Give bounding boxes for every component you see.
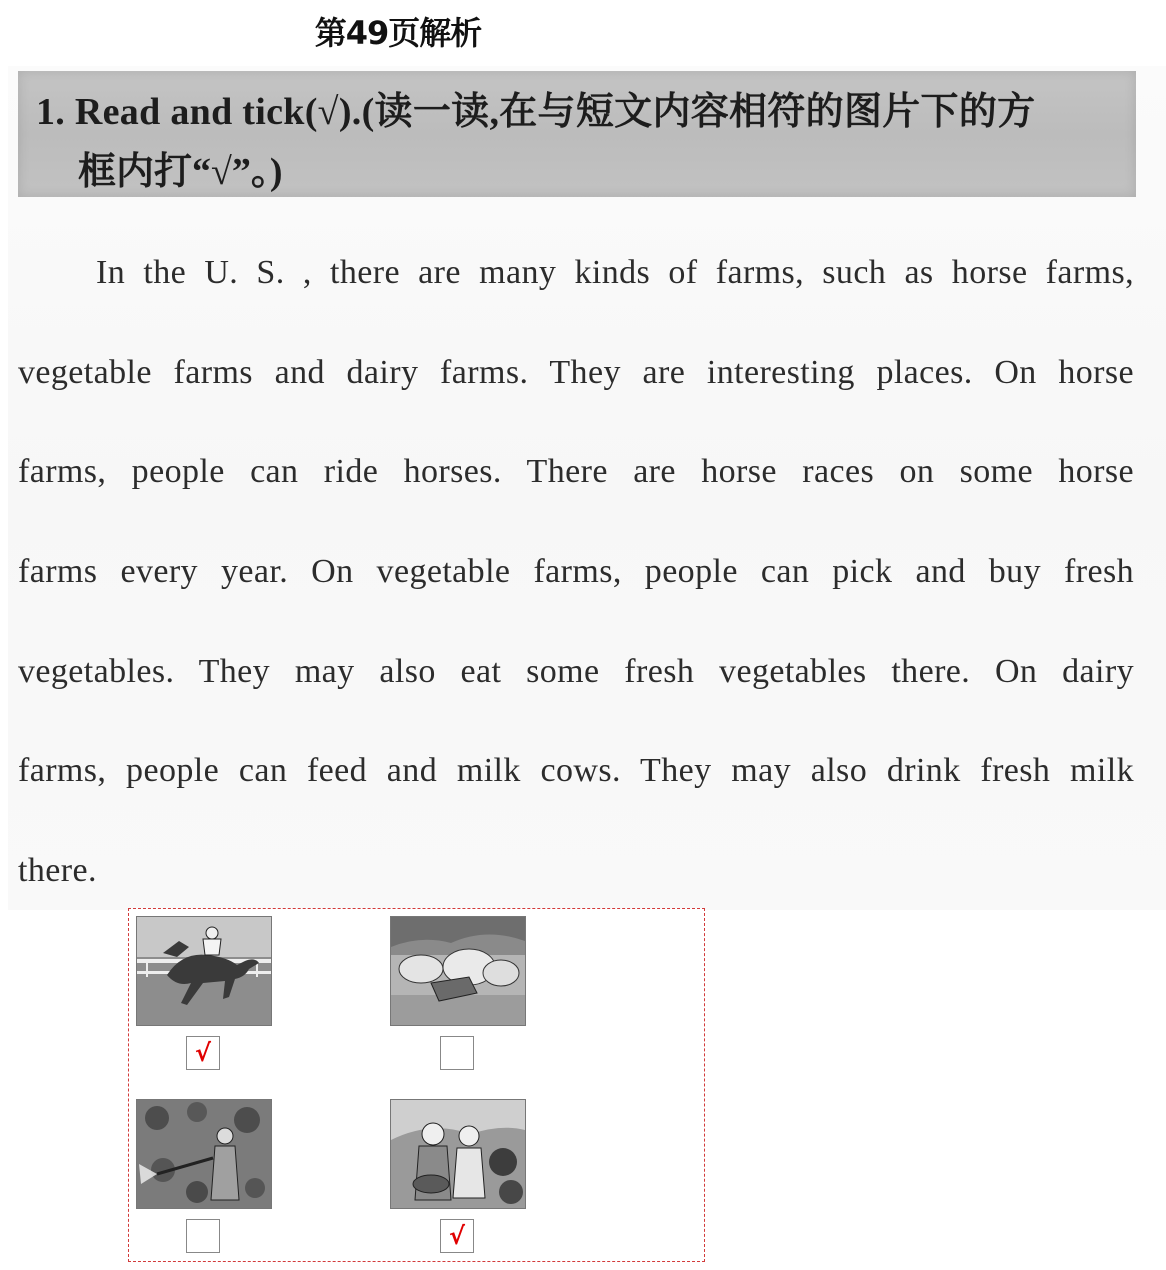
passage-line: vegetable farms and dairy farms. They are interesting places. On horse <box>18 354 1134 391</box>
tick-box-horse-race[interactable]: √ <box>186 1036 220 1070</box>
tick-box-vegetable-picking[interactable]: √ <box>440 1219 474 1253</box>
question-instruction-line2: 框内打“√”。) <box>78 151 283 193</box>
passage-line: farms, people can ride horses. There are horse races on some horse <box>18 453 1134 490</box>
horse-race-picture <box>136 916 272 1026</box>
passage-line: there. <box>18 852 97 889</box>
tick-box-vegetable-spray[interactable] <box>186 1219 220 1253</box>
vegetable-spray-picture <box>136 1099 272 1209</box>
vegetable-picking-picture <box>390 1099 526 1209</box>
page-title: 第49页解析 <box>314 14 482 52</box>
pigs-farm-picture <box>390 916 526 1026</box>
passage-line: In the U. S. , there are many kinds of farms, such as horse farms, <box>96 254 1134 291</box>
passage-line: vegetables. They may also eat some fresh vegetables there. On dairy <box>18 653 1134 690</box>
passage-line: farms every year. On vegetable farms, people can pick and buy fresh <box>18 553 1134 590</box>
question-instruction-line1: 1. Read and tick(√).(读一读,在与短文内容相符的图片下的方 <box>36 91 1036 133</box>
passage-line: farms, people can feed and milk cows. They may also drink fresh milk <box>18 752 1134 789</box>
tick-box-pigs[interactable] <box>440 1036 474 1070</box>
